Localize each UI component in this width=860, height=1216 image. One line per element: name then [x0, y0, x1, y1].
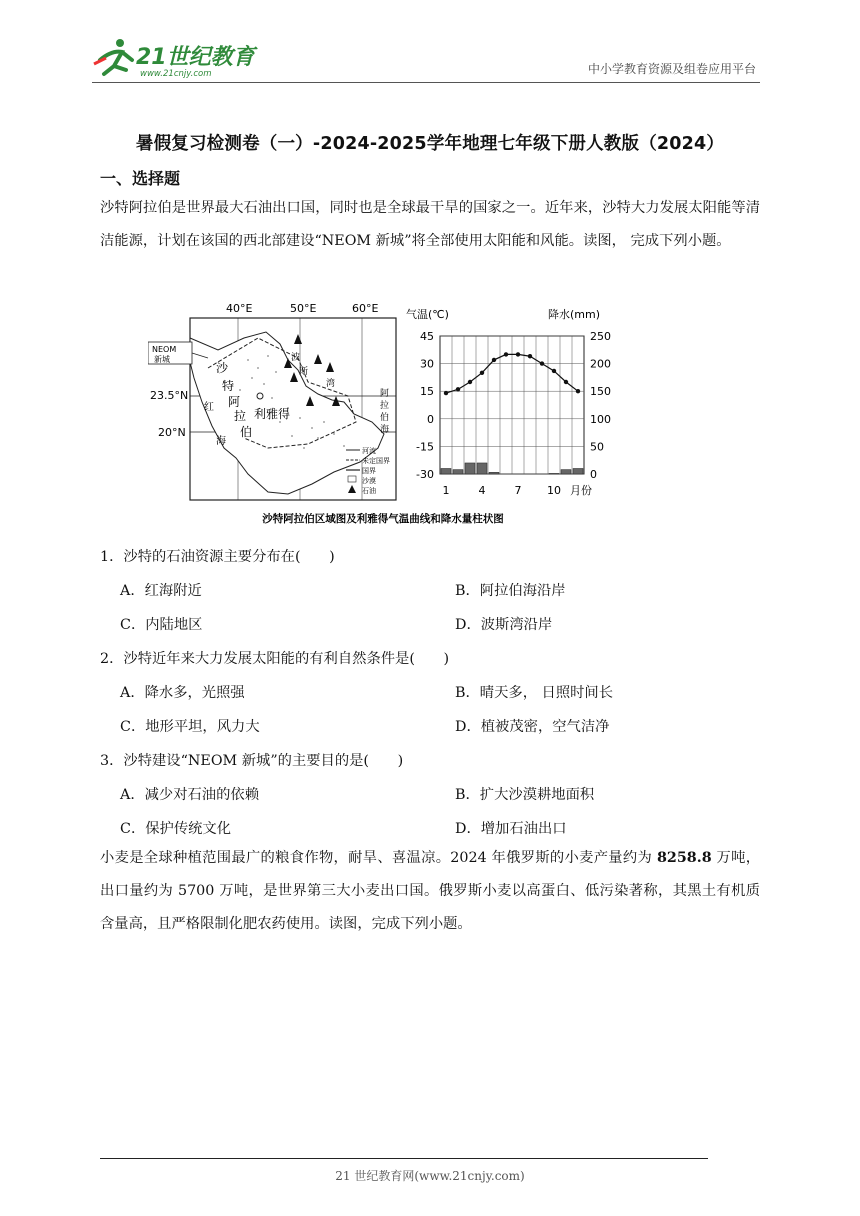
- temp-point: [528, 354, 532, 358]
- precip-tick-label: 200: [590, 357, 611, 371]
- precip-tick-label: 50: [590, 440, 604, 454]
- option-b: B．阿拉伯海沿岸: [455, 583, 566, 599]
- temp-tick-label: -30: [416, 468, 434, 481]
- lon-label: 40°E: [226, 302, 253, 315]
- footer-divider: [100, 1158, 708, 1159]
- option-c: C．保护传统文化: [120, 821, 232, 837]
- temp-point: [552, 369, 556, 373]
- intro-paragraph-2: [100, 842, 760, 941]
- temp-point: [468, 380, 472, 384]
- arabian-sea-char: 伯: [380, 413, 390, 423]
- red-sea-char: 海: [216, 436, 226, 447]
- temp-point: [492, 358, 496, 362]
- temp-point: [444, 391, 448, 395]
- legend-item: 国界: [362, 467, 376, 475]
- option-b: B．扩大沙漠耕地面积: [455, 787, 595, 803]
- precip-bar: [573, 468, 583, 474]
- temp-point: [456, 387, 460, 391]
- capital-marker: [257, 393, 263, 399]
- precip-bar: [477, 463, 487, 474]
- option-a: A．减少对石油的依赖: [120, 787, 259, 803]
- precip-bar: [561, 470, 571, 474]
- question-stem: 1．沙特的石油资源主要分布在( ): [100, 549, 335, 565]
- intro2-text: 小麦是全球种植范围最广的粮食作物，耐旱、喜温凉。2024 年俄罗斯的小麦产量约为: [100, 850, 657, 866]
- option-d: D．增加石油出口: [455, 821, 567, 837]
- red-sea-char: 红: [204, 402, 214, 413]
- arabian-sea-char: 拉: [380, 401, 390, 411]
- figure-caption: 沙特阿拉伯区域图及利雅得气温曲线和降水量柱状图: [262, 513, 504, 525]
- lon-label: 60°E: [352, 302, 379, 315]
- header-divider: [92, 82, 760, 83]
- temp-tick-label: -15: [416, 440, 434, 454]
- temp-point: [576, 389, 580, 393]
- x-unit-label: 月份: [570, 484, 592, 497]
- temp-tick-label: 30: [420, 357, 434, 371]
- header-platform-text: 中小学教育资源及组卷应用平台: [587, 62, 756, 76]
- month-ticks: [443, 484, 562, 497]
- lat-label: 20°N: [158, 426, 186, 439]
- legend-item: 未定国界: [362, 457, 390, 465]
- country-char: 沙: [216, 361, 229, 375]
- lat-label: 23.5°N: [150, 389, 189, 402]
- option-a: A．降水多，光照强: [120, 685, 245, 701]
- country-char: 拉: [234, 409, 247, 423]
- temp-point: [504, 352, 508, 356]
- month-tick-label: 4: [478, 484, 486, 497]
- page-title: 暑假复习检测卷（一）-2024-2025学年地理七年级下册人教版（2024）: [135, 134, 725, 154]
- desert-legend-swatch: [348, 476, 356, 482]
- option-c: C．内陆地区: [120, 617, 203, 633]
- temp-tick-label: 45: [420, 330, 434, 343]
- arabian-sea-char: 海: [380, 425, 390, 435]
- legend-item: 沙漠: [362, 477, 376, 485]
- temp-axis-title: 气温(℃): [406, 308, 449, 321]
- precip-bar: [453, 470, 463, 474]
- temp-point: [540, 361, 544, 365]
- neom-label: NEOM: [152, 345, 177, 354]
- country-char: 特: [222, 379, 235, 393]
- country-char: 伯: [240, 425, 253, 439]
- climate-chart: [406, 307, 611, 497]
- footer-text: 21 世纪教育网(www.21cnjy.com): [335, 1169, 525, 1183]
- precip-bar: [489, 472, 499, 474]
- gulf-char: 湾: [326, 379, 336, 389]
- precip-tick-label: 250: [590, 330, 611, 343]
- gulf-char: 波: [291, 353, 301, 363]
- option-a: A．红海附近: [120, 583, 202, 599]
- country-char: 阿: [228, 395, 241, 409]
- question-stem: 2．沙特近年来大力发展太阳能的有利自然条件是( ): [100, 651, 450, 667]
- precip-axis-title: 降水(mm): [548, 308, 601, 321]
- figure: [148, 298, 618, 530]
- question-stem: 3．沙特建设“NEOM 新城”的主要目的是( ): [100, 753, 404, 769]
- neom-label: 新城: [154, 355, 170, 364]
- precip-bar: [441, 468, 451, 474]
- saudi-map: [148, 302, 396, 500]
- site-logo: [92, 36, 262, 80]
- lon-label: 50°E: [290, 302, 317, 315]
- option-d: D．波斯湾沿岸: [455, 617, 553, 633]
- temp-tick-label: 15: [420, 385, 434, 399]
- precip-tick-label: 150: [590, 385, 611, 399]
- month-tick-label: 7: [514, 484, 522, 497]
- option-b: B．晴天多， 日照时间长: [455, 685, 614, 701]
- legend-item: 石油: [362, 487, 376, 495]
- intro-paragraph-1: 沙特阿拉伯是世界最大石油出口国，同时也是全球最干旱的国家之一。近年来，沙特大力发展太阳能等清洁能源，计划在该国的西北部建设“NEOM 新城”将全部使用太阳能和风能。读图， 完成下列小题。: [100, 200, 760, 249]
- precip-bar: [465, 463, 475, 474]
- capital-label: 利雅得: [254, 407, 291, 421]
- month-tick-label: 1: [442, 484, 450, 497]
- temp-point: [516, 352, 520, 356]
- runner-icon: [94, 39, 132, 74]
- legend-item: 河流: [362, 447, 376, 455]
- gulf-char: 斯: [299, 367, 309, 377]
- precip-tick-label: 100: [590, 412, 611, 426]
- temp-point: [480, 371, 484, 375]
- intro2-text: 万吨，出口量约为 5700 万吨，是世界第三大小麦出口国。俄罗斯小麦以高蛋白、低污染著称，其黑土有机质含量高，且严格限制化肥农药使用。读图，完成下列小题。: [100, 850, 760, 932]
- precip-ticks: [590, 330, 611, 481]
- logo-text: 21世纪教育: [136, 45, 255, 70]
- logo-url: www.21cnjy.com: [140, 69, 212, 79]
- section-heading: 一、选择题: [100, 169, 181, 188]
- option-d: D．植被茂密，空气洁净: [455, 719, 610, 735]
- precip-bar: [549, 473, 559, 474]
- month-tick-label: 10: [547, 484, 561, 497]
- temp-point: [564, 380, 568, 384]
- option-c: C．地形平坦，风力大: [120, 719, 260, 735]
- temp-tick-label: 0: [427, 412, 434, 426]
- wheat-output-value: 8258.8: [656, 850, 712, 866]
- arabian-sea-char: 阿: [380, 389, 390, 399]
- precip-tick-label: 0: [590, 468, 597, 481]
- temp-ticks: [416, 330, 434, 481]
